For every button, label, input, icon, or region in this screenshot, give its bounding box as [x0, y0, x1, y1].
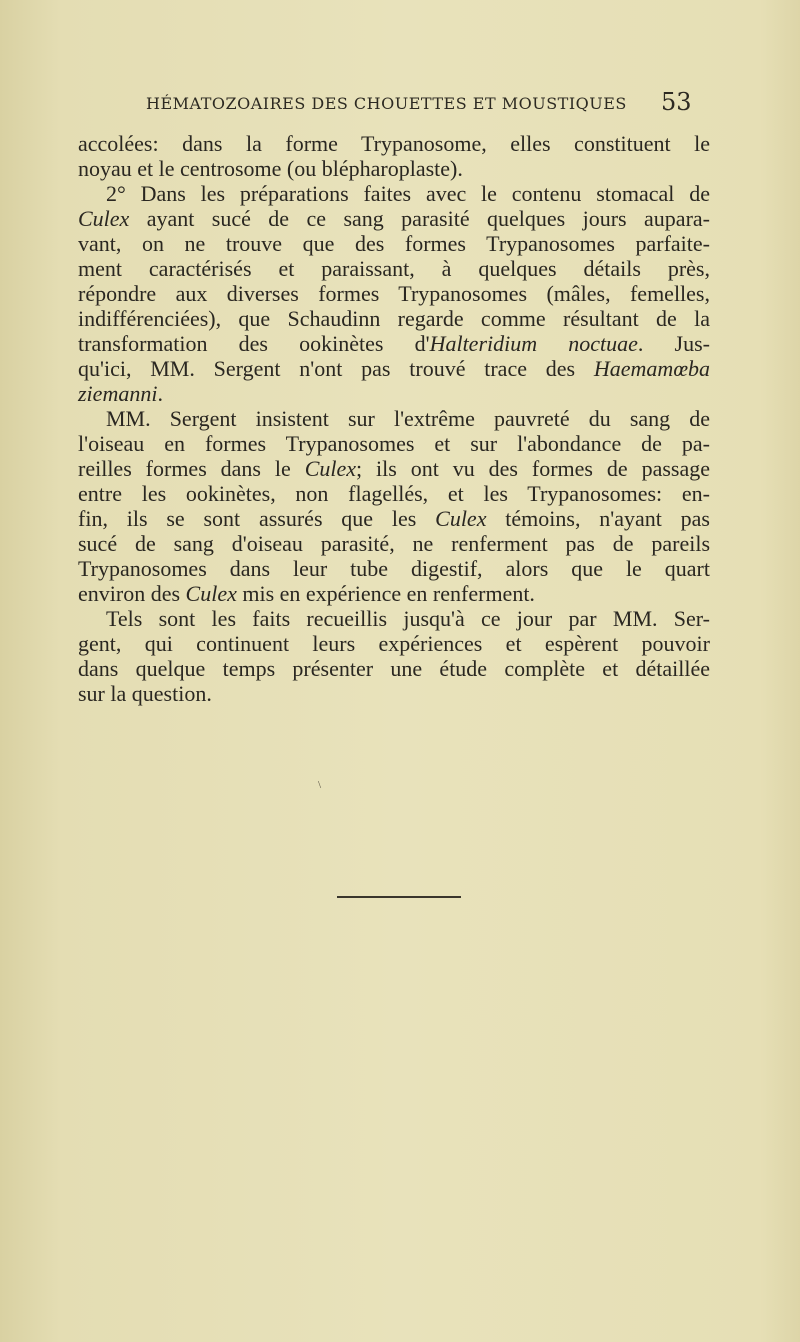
text-line: environ des Culex mis en expérience en renferment. [78, 581, 535, 606]
genus-name: Culex [304, 456, 357, 481]
text-line: répondre aux diverses formes Trypanosomes (mâles, femelles, [78, 281, 710, 306]
genus-name: Culex [185, 581, 237, 606]
text-line: dans quelque temps présenter une étude complète et détaillée [78, 656, 710, 681]
end-rule [337, 896, 461, 898]
text-line: entre les ookinètes, non flagellés, et les Trypanosomes: en- [78, 481, 710, 506]
text-line: l'oiseau en formes Trypanosomes et sur l'abondance de pa- [78, 431, 710, 456]
stray-mark: \ [318, 779, 322, 791]
text-line: Trypanosomes dans leur tube digestif, alors que le quart [78, 556, 710, 581]
text-line: MM. Sergent insistent sur l'extrême pauvreté du sang de [106, 406, 710, 431]
genus-name: Culex [435, 506, 487, 531]
text-line: accolées: dans la forme Trypanosome, elles constituent le [78, 131, 710, 156]
text-line: Culex ayant sucé de ce sang parasité quelques jours aupara- [78, 206, 710, 231]
page-number: 53 [661, 88, 692, 116]
running-title: HÉMATOZOAIRES DES CHOUETTES ET MOUSTIQUES [146, 94, 627, 113]
text-line: 2° Dans les préparations faites avec le contenu stomacal de [106, 181, 710, 206]
species-name: ziemanni [78, 381, 158, 406]
text-line: fin, ils se sont assurés que les Culex témoins, n'ayant pas [78, 506, 710, 531]
text-line: ziemanni. [78, 381, 163, 406]
text-line: reilles formes dans le Culex; ils ont vu des formes de passage [78, 456, 710, 481]
page-header [0, 88, 800, 118]
text-line: vant, on ne trouve que des formes Trypanosomes parfaite- [78, 231, 710, 256]
text-line: transformation des ookinètes d'Halteridium noctuae. Jus- [78, 331, 710, 356]
genus-name: Culex [78, 206, 130, 231]
species-name: Halteridium noctuae [429, 331, 638, 356]
text-line: Tels sont les faits recueillis jusqu'à ce jour par MM. Ser- [106, 606, 710, 631]
body-text [78, 131, 710, 706]
text-line: indifférenciées), que Schaudinn regarde comme résultant de la [78, 306, 710, 331]
text-line: ment caractérisés et paraissant, à quelques détails près, [78, 256, 710, 281]
text-line: gent, qui continuent leurs expériences et espèrent pouvoir [78, 631, 710, 656]
text-line: sucé de sang d'oiseau parasité, ne renferment pas de pareils [78, 531, 710, 556]
text-line: noyau et le centrosome (ou blépharoplaste). [78, 156, 463, 181]
genus-name: Haemamœba [593, 356, 710, 381]
text-line: qu'ici, MM. Sergent n'ont pas trouvé trace des Haemamœba [78, 356, 710, 381]
text-line: sur la question. [78, 681, 212, 706]
